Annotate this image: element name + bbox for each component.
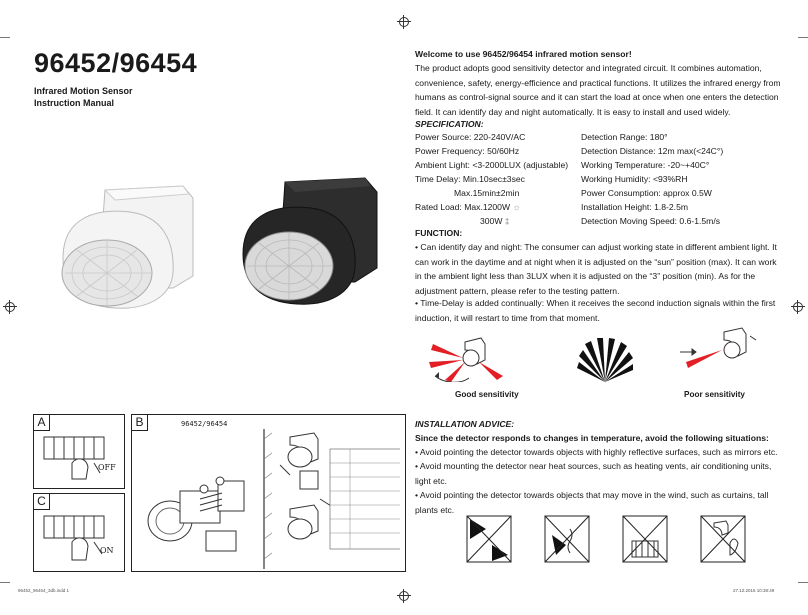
spec-rated-load-text: Rated Load: Max.1200W bbox=[415, 202, 511, 212]
spec-working-temperature: Working Temperature: -20~+40C° bbox=[581, 160, 710, 170]
spec-power-frequency: Power Frequency: 50/60Hz bbox=[415, 146, 520, 156]
panel-label-b: B bbox=[132, 415, 148, 431]
registration-mark-right bbox=[791, 300, 805, 314]
avoid-moving-objects-illustration bbox=[700, 515, 746, 563]
off-label: OFF bbox=[98, 463, 116, 472]
crop-line bbox=[798, 37, 808, 38]
wiring-diagram bbox=[140, 429, 400, 569]
switch-on-illustration bbox=[42, 512, 122, 567]
sun-icon: ☼ bbox=[512, 202, 521, 212]
spec-rated-load bbox=[415, 202, 521, 212]
spec-detection-distance: Detection Distance: 12m max(<24C°) bbox=[581, 146, 724, 156]
spec-rated-load-bulb-text: 300W bbox=[480, 216, 503, 226]
spec-power-source: Power Source: 220-240V/AC bbox=[415, 132, 526, 142]
product-name: Infrared Motion Sensor bbox=[34, 86, 133, 96]
spec-time-delay-min: Time Delay: Min.10sec±3sec bbox=[415, 174, 525, 184]
crop-line bbox=[0, 582, 10, 583]
function-time-delay: • Time-Delay is added continually: When it receives the second induction signals within the first induction, it will restart to time from that moment. bbox=[415, 298, 776, 323]
spec-working-humidity: Working Humidity: <93%RH bbox=[581, 174, 688, 184]
registration-mark-left bbox=[3, 300, 17, 314]
intro-title: Welcome to use 96452/96454 infrared motion sensor! bbox=[415, 49, 632, 59]
install-item-reflective: • Avoid pointing the detector towards objects with highly reflective surfaces, such as mirrors etc. bbox=[415, 447, 778, 457]
spec-heading: SPECIFICATION: bbox=[415, 119, 484, 129]
diagram-panel-a bbox=[33, 414, 125, 489]
on-label: ON bbox=[100, 546, 114, 555]
poor-sensitivity-illustration bbox=[672, 322, 762, 372]
poor-sensitivity-label: Poor sensitivity bbox=[684, 390, 745, 399]
avoid-reflective-illustration bbox=[466, 515, 512, 563]
panel-b-title: 96452/96454 bbox=[181, 420, 228, 428]
manual-label: Instruction Manual bbox=[34, 98, 115, 108]
footer-file-name: 96452_96454_3db.indd 1 bbox=[18, 588, 70, 593]
crop-line bbox=[0, 37, 10, 38]
install-item-wind: • Avoid pointing the detector towards objects that may move in the wind, such as curtains, tall plants etc. bbox=[415, 490, 769, 515]
diagram-panel-b bbox=[131, 414, 406, 572]
footer-timestamp: 27.12.2016 10:38:49 bbox=[733, 588, 775, 593]
install-item-heat: • Avoid mounting the detector near heat sources, such as heating vents, air conditioning units, light etc. bbox=[415, 461, 772, 486]
black-sensor-image bbox=[235, 170, 385, 310]
spec-rated-load-bulb bbox=[480, 216, 509, 226]
function-heading: FUNCTION: bbox=[415, 228, 463, 238]
good-sensitivity-illustration bbox=[425, 332, 515, 382]
panel-label-a: A bbox=[34, 415, 50, 431]
diagram-panel-c bbox=[33, 493, 125, 572]
install-heading: INSTALLATION ADVICE: bbox=[415, 419, 515, 429]
spec-moving-speed: Detection Moving Speed: 0.6-1.5m/s bbox=[581, 216, 721, 226]
panel-label-c: C bbox=[34, 494, 50, 510]
white-sensor-image bbox=[55, 178, 205, 313]
avoid-heater-illustration bbox=[622, 515, 668, 563]
function-day-night: • Can identify day and night: The consumer can adjust working state in different ambient light. It can work in the daytime and at night when it is adjusted on the “sun” position (max). It can work in the ambient light less than 3LUX when it is adjusted on the “3” position (min). As for the adjustment pattern, please refer to the testing pattern. bbox=[415, 242, 777, 296]
avoid-heat-source-illustration bbox=[544, 515, 590, 563]
good-sensitivity-label: Good sensitivity bbox=[455, 390, 519, 399]
spec-power-consumption: Power Consumption: approx 0.5W bbox=[581, 188, 712, 198]
registration-mark-bottom bbox=[397, 589, 411, 603]
install-lead: Since the detector responds to changes in temperature, avoid the following situations: bbox=[415, 433, 769, 443]
registration-mark-top bbox=[397, 15, 411, 29]
detection-fan-illustration bbox=[575, 338, 635, 384]
switch-off-illustration bbox=[42, 433, 122, 483]
bulb-icon: ‡ bbox=[504, 217, 510, 226]
spec-detection-range: Detection Range: 180° bbox=[581, 132, 668, 142]
crop-line bbox=[798, 582, 808, 583]
spec-ambient-light: Ambient Light: <3-2000LUX (adjustable) bbox=[415, 160, 569, 170]
intro-body: The product adopts good sensitivity detector and integrated circuit. It combines automation, convenience, safety, energy-efficience and practical functions. It utilizes the infrared energy from humans as control-signal source and it can start the load at once when one enters the detection field. It can identify day and night automatically. It is easy to install and used widely. bbox=[415, 63, 781, 117]
spec-time-delay-max: Max.15min±2min bbox=[454, 188, 520, 198]
spec-installation-height: Installation Height: 1.8-2.5m bbox=[581, 202, 689, 212]
model-title: 96452/96454 bbox=[34, 48, 198, 78]
